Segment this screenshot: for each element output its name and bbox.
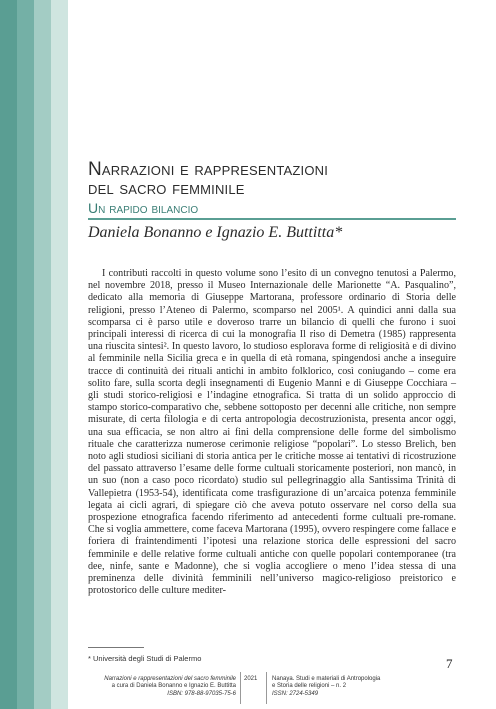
stripe-3 — [34, 0, 51, 709]
stripe-4 — [51, 0, 68, 709]
footnote: * Università degli Studi di Palermo — [88, 654, 202, 663]
subtitle: Un rapido bilancio — [88, 200, 199, 216]
footnote-rule — [88, 647, 144, 648]
authors: Daniela Bonanno e Ignazio E. Buttitta* — [88, 224, 343, 241]
stripe-1 — [0, 0, 17, 709]
footer-isbn: ISBN: 978-88-97035-75-6 — [167, 690, 236, 697]
footer-journal-info — [272, 676, 432, 698]
body-text — [88, 268, 456, 597]
title-rule — [88, 218, 456, 220]
footer-journal-issue: e Storia delle religioni – n. 2 — [272, 683, 347, 690]
footer-book-info — [88, 676, 236, 698]
footer-divider-1 — [240, 672, 241, 704]
title-block — [88, 160, 456, 216]
stripe-2 — [17, 0, 34, 709]
footer-issn: ISSN: 2724-5349 — [272, 690, 319, 697]
footer-book-title: Narrazioni e rappresentazioni del sacro femminile — [104, 676, 236, 682]
footer-divider-2 — [266, 672, 267, 704]
body-paragraph: I contributi raccolti in questo volume sono l’esito di un convegno tenutosi a Palermo, nel novembre 2018, presso il Museo Internazionale delle Marionette “A. Pasqualino”, dedicato alla memoria di Giuseppe Martorana, professore ordinario di Storia delle religioni, presso l’Ateneo di Palermo, scomparso nel 2005¹. A quindici anni dalla sua scomparsa ci è parso utile e doveroso trarre un bilancio di quelli che furono i suoi principali interessi di ricerca di cui la monografia Il riso di Demetra (1985) rappresenta una riuscita sintesi². In questo lavoro, lo studioso esplorava forme di religiosità e di divino al femminile nella Sicilia greca e in quella di età romana, spingendosi anche a inseguire tracce di continuità dei rituali antichi in ambito folklorico, così coniugando – come era solito fare, sulla scorta degli insegnamenti di Eugenio Manni e di Giuseppe Cocchiara – gli studi storico-religiosi e l’indagine etnografica. Si tratta di un solido approccio di stampo storico-comparativo che, sebbene sottoposto per decenni alle critiche, non sempre misurate, di certa filologia e di certa antropologia decostruzionista, presenta ancor oggi, una sua efficacia, se non altro ai fini della comprensione delle forme del simbolismo rituale che caratterizza numerose cerimonie religiose “popolari”. Lo stesso Brelich, ben noto agli studiosi siciliani di storia antica per le critiche mosse ai tentativi di ricostruzione del passato attraverso l’esame delle forme cultuali storicamente posteriori, non mancò, in un suo (non a caso poco ricordato) studio sul pellegrinaggio alla Santissima Trinità di Vallepietra (1953-54), identificata come trasfigurazione di un’arcaica potenza femminile legata ai cicli agrari, di spiegare ciò che aveva potuto osservare nel corso della sua prospezione etnografica facendo riferimento ad antecedenti forme cultuali pre-romane. Che si voglia ammettere, come faceva Martorana (1995), ovvero respingere come fallace e foriera di fraintendimenti l’ipotesi una relazione storica delle espressioni del sacro femminile e delle relative forme cultuali antiche con quelle popolari contemporanee (tra dee, ninfe, sante e Madonne), che si voglia accogliere o meno l’idea stessa di una preminenza delle divinità femminili nell’universo magico-religioso preistorico e protostorico delle culture mediter- — [88, 268, 456, 597]
footer-year: 2021 — [244, 676, 258, 682]
page-number: 7 — [446, 656, 453, 671]
title-line2: del sacro femminile — [88, 178, 245, 199]
footer-journal-title: Nanaya. Studi e materiali di Antropologia — [272, 676, 381, 682]
footer-editors: a cura di Daniela Bonanno e Ignazio E. Buttitta — [111, 683, 236, 690]
title-line1: Narrazioni e rappresentazioni — [88, 159, 329, 180]
